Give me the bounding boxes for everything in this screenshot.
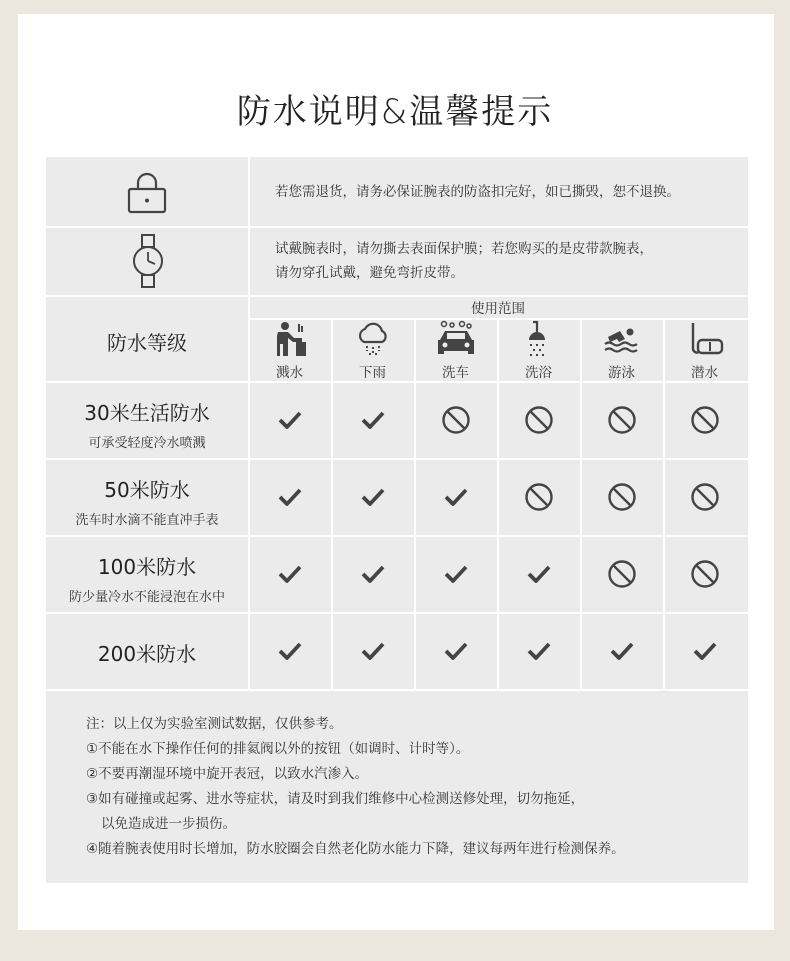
usage-column-splash <box>248 320 331 381</box>
grade-header: 防水等级 <box>107 331 187 355</box>
check-icon <box>275 636 305 666</box>
snorkel-icon <box>685 320 725 358</box>
check-icon <box>275 482 305 512</box>
notes <box>86 712 625 862</box>
check-icon <box>524 636 554 666</box>
usage-column-swim <box>580 320 663 381</box>
prohibited-icon <box>607 482 637 512</box>
divider <box>46 458 748 460</box>
usage-label: 潜水 <box>691 365 718 381</box>
check-icon <box>441 559 471 589</box>
check-icon <box>358 405 388 435</box>
grade-name: 30米生活防水 <box>84 401 210 425</box>
usage-label: 洗浴 <box>525 365 552 381</box>
note-line: 注：以上仅为实验室测试数据，仅供参考。 <box>86 716 343 732</box>
watch-icon <box>132 233 164 289</box>
check-icon <box>524 559 554 589</box>
prohibited-icon <box>607 559 637 589</box>
check-icon <box>358 636 388 666</box>
grade-name: 100米防水 <box>97 555 197 579</box>
grade-row-100m <box>46 551 248 605</box>
check-icon <box>441 482 471 512</box>
grade-row-50m <box>46 474 248 528</box>
note-line: ②不要再潮湿环境中旋开表冠，以致水汽渗入。 <box>86 766 369 782</box>
note-line: ④随着腕表使用时长增加，防水胶圈会自然老化防水能力下降，建议每两年进行检测保养。 <box>86 841 625 857</box>
check-icon <box>275 405 305 435</box>
return-policy-text: 若您需退货，请务必保证腕表的防盗扣完好，如已撕毁，恕不退换。 <box>275 184 680 200</box>
try-on-line-2: 请勿穿孔试戴，避免弯折皮带。 <box>275 265 464 281</box>
grade-desc: 防少量冷水不能浸泡在水中 <box>68 590 225 605</box>
usage-column-rain <box>331 320 414 381</box>
divider <box>46 226 748 228</box>
check-icon <box>275 559 305 589</box>
grade-name: 200米防水 <box>97 642 197 666</box>
check-icon <box>441 636 471 666</box>
lock-icon <box>127 172 167 214</box>
car-wash-icon <box>436 320 476 358</box>
grade-row-200m <box>46 638 248 667</box>
divider <box>46 535 748 537</box>
grade-desc: 可承受轻度冷水喷溅 <box>88 436 206 451</box>
check-icon <box>358 559 388 589</box>
check-icon <box>690 636 720 666</box>
usage-label: 下雨 <box>359 365 386 381</box>
usage-column-dive <box>663 320 746 381</box>
hand-wash-icon <box>272 320 308 358</box>
usage-label: 洗车 <box>442 365 469 381</box>
divider <box>46 381 748 383</box>
divider <box>46 689 748 691</box>
prohibited-icon <box>607 405 637 435</box>
page-title: 防水说明&温馨提示 <box>236 92 554 132</box>
check-icon <box>358 482 388 512</box>
try-on-notice <box>275 237 653 285</box>
note-line: ③如有碰撞或起雾、进水等症状，请及时到我们维修中心检测送修处理，切勿拖延， <box>86 791 585 807</box>
swimming-icon <box>603 320 641 358</box>
prohibited-icon <box>524 482 554 512</box>
prohibited-icon <box>690 405 720 435</box>
divider <box>46 612 748 614</box>
prohibited-icon <box>690 482 720 512</box>
grade-desc: 洗车时水滴不能直冲手表 <box>75 513 219 528</box>
rain-cloud-icon <box>355 320 391 358</box>
grade-row-30m <box>46 397 248 451</box>
prohibited-icon <box>524 405 554 435</box>
usage-header: 使用范围 <box>471 301 525 317</box>
usage-column-carwash <box>414 320 497 381</box>
try-on-line-1: 试戴腕表时，请勿撕去表面保护膜；若您购买的是皮带款腕表， <box>275 241 653 257</box>
usage-label: 游泳 <box>608 365 635 381</box>
note-line: 以免造成进一步损伤。 <box>101 816 236 832</box>
shower-icon <box>521 320 557 358</box>
prohibited-icon <box>690 559 720 589</box>
grade-name: 50米防水 <box>104 478 190 502</box>
prohibited-icon <box>441 405 471 435</box>
usage-column-shower <box>497 320 580 381</box>
usage-label: 溅水 <box>276 365 303 381</box>
check-icon <box>607 636 637 666</box>
note-line: ①不能在水下操作任何的排氦阀以外的按钮（如调时、计时等）。 <box>86 741 470 757</box>
